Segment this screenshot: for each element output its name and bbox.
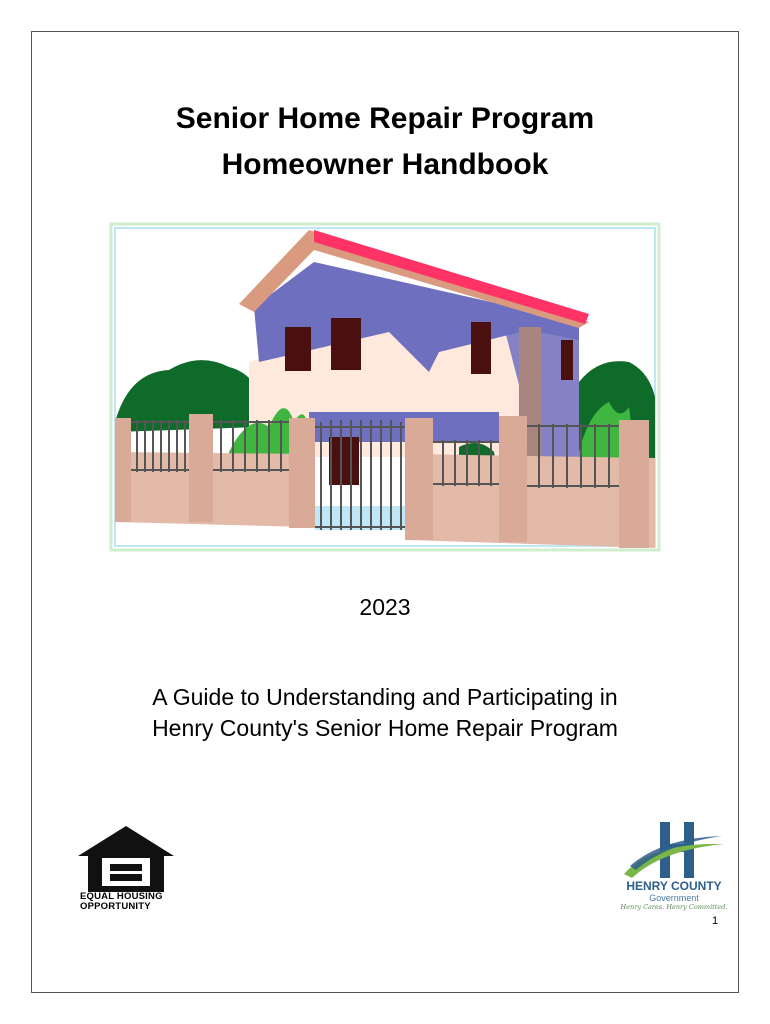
eho-line-1: EQUAL HOUSING	[80, 891, 163, 902]
house-illustration-icon	[109, 222, 661, 552]
equal-housing-text	[80, 892, 180, 911]
eho-line-2: OPPORTUNITY	[80, 900, 151, 912]
document-subtitle	[31, 682, 739, 744]
subtitle-line-2: Henry County's Senior Home Repair Program	[152, 715, 618, 741]
subtitle-line-1: A Guide to Understanding and Participating in	[152, 684, 618, 710]
title-line-1: Senior Home Repair Program	[175, 102, 595, 135]
henry-county-logo-icon	[622, 820, 726, 882]
henry-county-government: Government	[649, 893, 699, 903]
henry-county-tagline: Henry Cares. Henry Committed.	[620, 903, 728, 911]
title-line-2: Homeowner Handbook	[221, 148, 549, 181]
document-year: 2023	[359, 594, 411, 620]
page-number: 1	[712, 915, 719, 927]
page-title	[31, 96, 739, 188]
henry-county-name: HENRY COUNTY	[626, 879, 722, 893]
